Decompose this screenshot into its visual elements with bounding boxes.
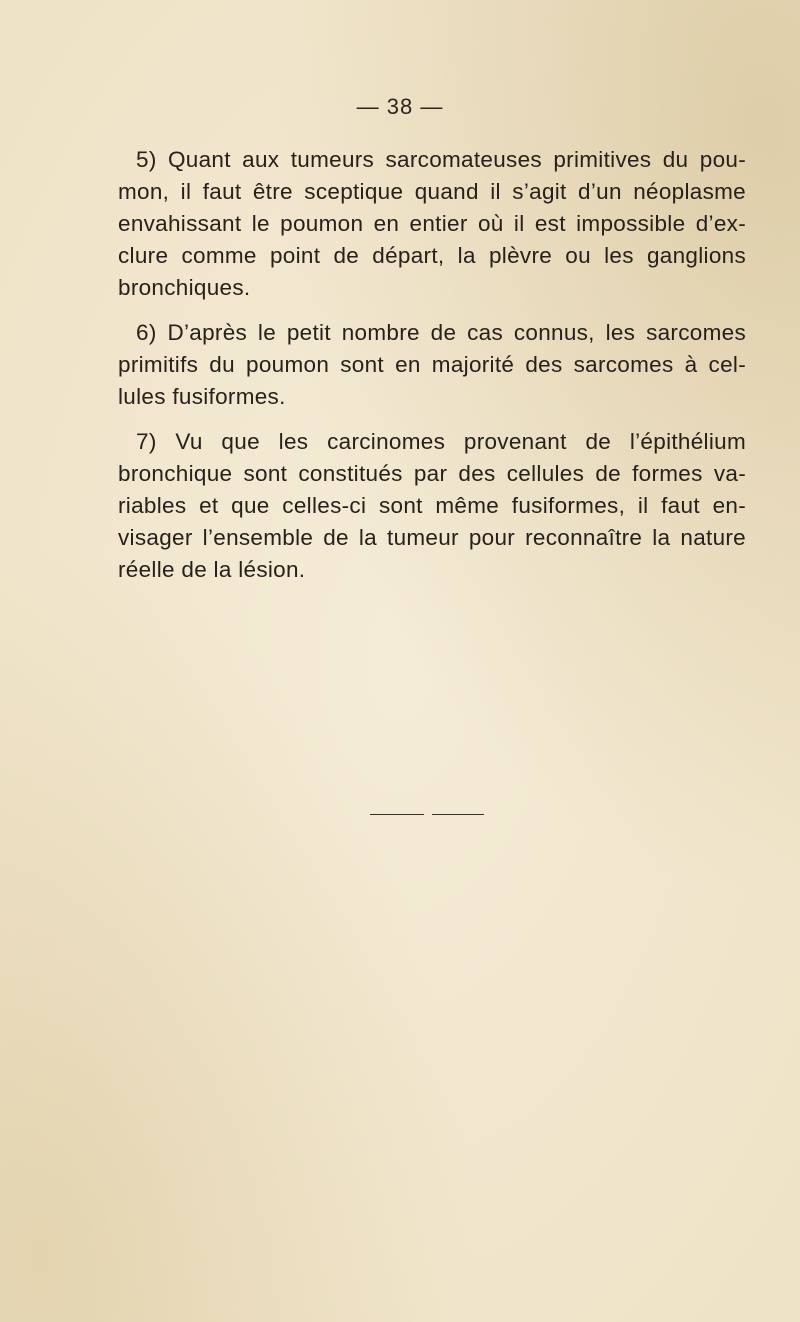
end-rule-right — [432, 814, 484, 815]
text-line: riables et que celles-ci sont même fusiformes, il faut en- — [118, 493, 746, 518]
paragraph-6 — [118, 317, 746, 413]
text-line: clure comme point de départ, la plèvre ou les ganglions — [118, 243, 746, 268]
text-line: bronchiques. — [118, 275, 251, 300]
text-line: 7) Vu que les carcinomes provenant de l’épithélium — [136, 429, 746, 454]
text-line: primitifs du poumon sont en majorité des sarcomes à cel- — [118, 352, 746, 377]
text-line: bronchique sont constitués par des cellules de formes va- — [118, 461, 746, 486]
end-rule-left — [370, 814, 424, 815]
text-line: envahissant le poumon en entier où il est impossible d’ex- — [118, 211, 746, 236]
text-line: mon, il faut être sceptique quand il s’agit d’un néoplasme — [118, 179, 746, 204]
text-line: 5) Quant aux tumeurs sarcomateuses primitives du pou- — [136, 147, 746, 172]
page-number: — 38 — — [356, 94, 444, 119]
paragraph-7 — [118, 426, 746, 586]
text-line: visager l’ensemble de la tumeur pour reconnaître la nature — [118, 525, 746, 550]
paragraph-gap — [118, 304, 746, 317]
body-text — [118, 144, 746, 586]
text-line: réelle de la lésion. — [118, 557, 306, 582]
text-line: lules fusiformes. — [118, 384, 286, 409]
text-line: 6) D’après le petit nombre de cas connus, les sarcomes — [136, 320, 746, 345]
paragraph-5 — [118, 144, 746, 304]
paragraph-gap — [118, 413, 746, 426]
